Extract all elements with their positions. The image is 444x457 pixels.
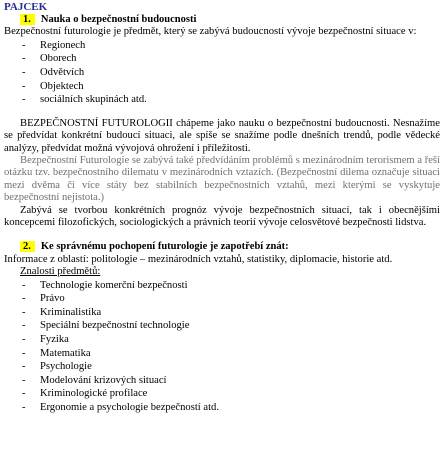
region-list (4, 39, 440, 107)
paragraph-prognoses: Zabývá se tvorbou konkrétních prognóz vývoje bezpečnostních situací, tak i obecnějšími koncepcemi filozofických, sociologických a právních teorií vývoje celosvětové bezpečnosti lidstva. (4, 204, 440, 229)
section-2-number: 2. (20, 241, 35, 252)
paragraph-definition: BEZPEČNOSTNÍ FUTUROLOGII chápeme jako nauku o bezpečnostní budoucnosti. Nesnažíme se předvídat konkrétní budoucí situaci, ale spíše se snažíme podle dnešních trendů, podle vědecké analýzy, předvídat možná vývojová ohrožení i příležitosti. (4, 117, 440, 154)
list-item: - Odvětvích (22, 67, 85, 78)
list-item: - Kriminalistika (22, 306, 102, 318)
list-item: - Kriminologické profilace (22, 388, 148, 400)
list-item: - Regionech (22, 39, 86, 51)
list-item: - Právo (22, 293, 65, 305)
list-item: - Matematika (22, 347, 91, 359)
section-2-info: Informace z oblastí: politologie – mezinárodních vztahů, statistiky, diplomacie, historie atd. (4, 253, 393, 265)
section-2-heading (4, 241, 440, 253)
section-1-number: 1. (20, 14, 35, 25)
list-item: - Ergonomie a psychologie bezpečností atd. (22, 402, 219, 413)
list-item: - Objektech (22, 80, 84, 92)
list-item: - Oborech (22, 53, 77, 65)
list-item: - Technologie komerční bezpečnosti (22, 279, 188, 291)
list-item: - Psychologie (22, 361, 92, 373)
list-item: - Modelování krizových situací (22, 374, 167, 386)
list-item: - Fyzika (22, 334, 69, 346)
author-name: PAJCEK (4, 1, 48, 13)
section-1-heading (4, 14, 440, 26)
subjects-list (4, 279, 440, 415)
document-page (0, 1, 444, 457)
list-item: - Speciální bezpečnostní technologie (22, 320, 190, 332)
list-item: - sociálních skupinách atd. (22, 94, 147, 106)
section-2-title: Ke správnému pochopení futurologie je zapotřebí znát: (40, 241, 289, 253)
section-1-intro: Bezpečnostní futurologie je předmět, který se zabývá budoucností vývoje bezpečnostní situace v: (4, 26, 417, 38)
subjects-subheading: Znalosti předmětů: (20, 266, 101, 278)
section-1-title: Nauka o bezpečnostní budoucnosti (40, 14, 197, 25)
paragraph-terrorism: Bezpečnostní Futurologie se zabývá také předvídáním problémů s mezinárodním terorismem a řeší otázku tzv. bezpečnostního dilematu v mezinárodních vztazích. (Bezpečnostní dilema označuje situaci mezi dvěma či více státy bez stabilních bezpečnostních vztahů, mezi kterými se vyskytuje bezpečnostní nejistota.) (4, 155, 440, 204)
